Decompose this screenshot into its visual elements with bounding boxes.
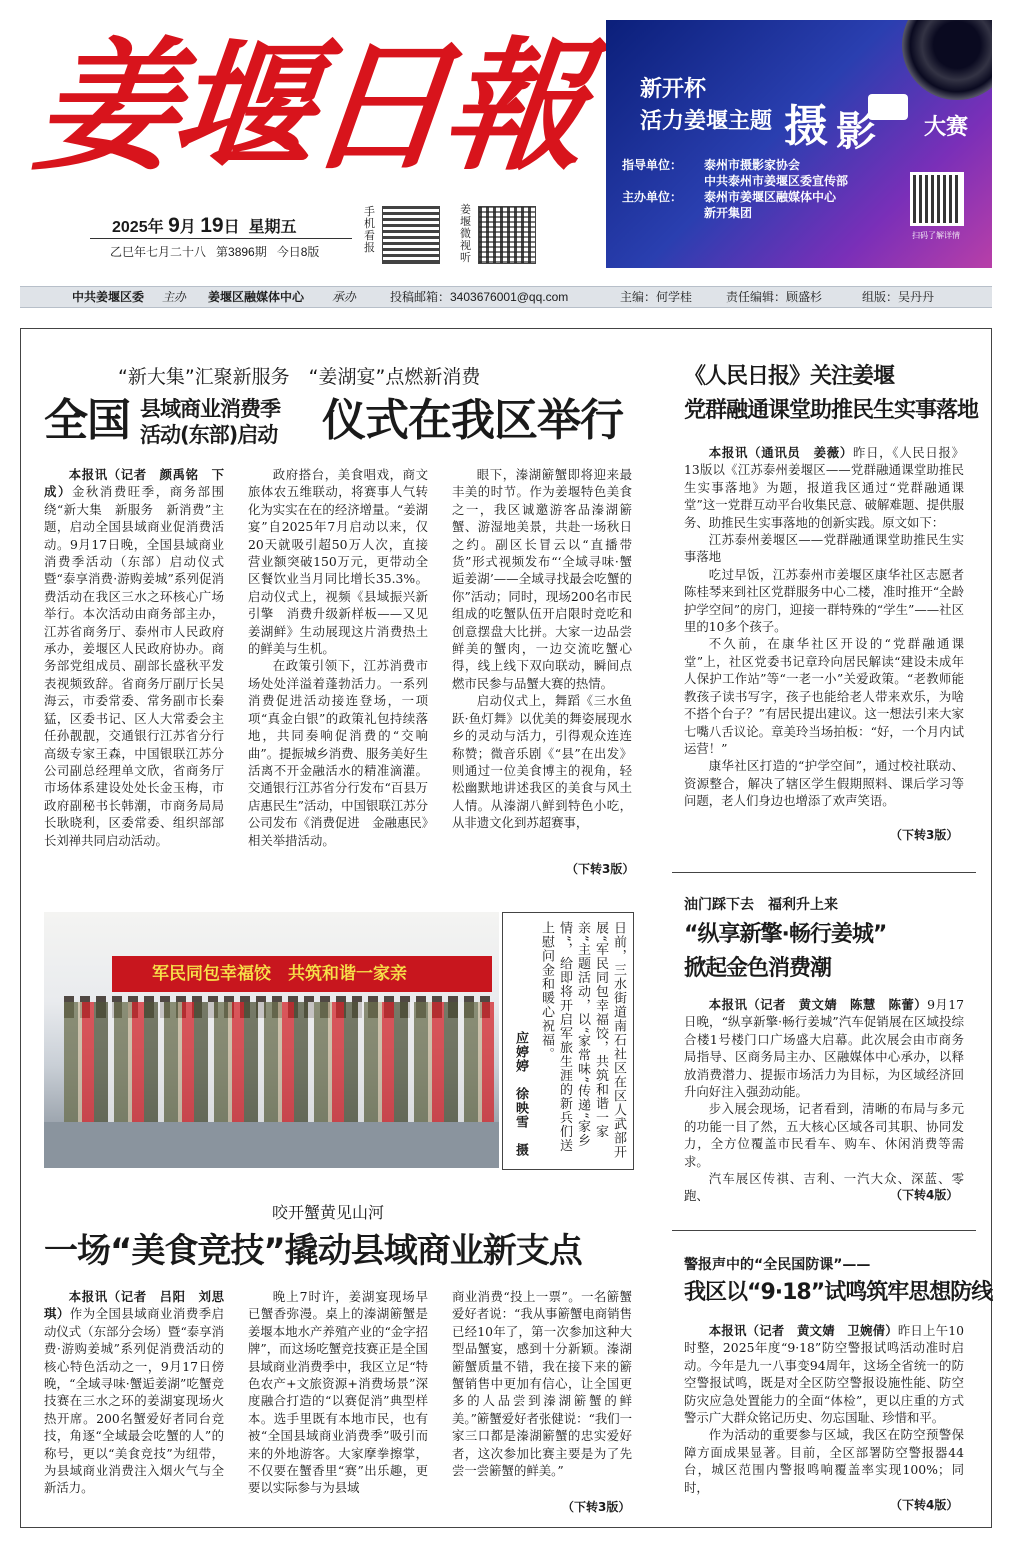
video-qr-label: 姜堰微视听 [460,204,471,264]
right1-continue[interactable]: （下转3版） [890,828,959,842]
issue-meta [110,243,319,260]
date-month-suffix: 月 [179,219,196,236]
photo-banner-text: 军民同包幸福饺 共筑和谐一家亲 [112,956,492,992]
lead-head-mid1: 县域商业消费季 [140,397,280,421]
issue-number: 第3896期 [216,245,267,259]
chief-editor: 主编：何学桂 [620,290,693,304]
issue-date [112,214,297,238]
lunar-date: 乙巳年七月二十八 [110,245,207,259]
sponsor-host: 姜堰区融媒体中心 [208,290,305,304]
banner-qr-label: 扫码了解详情 [912,231,960,240]
masthead-title: 姜堰日報 [27,24,590,190]
right1-byline: 本报讯（通讯员 姜薇） [708,445,853,460]
host-org1: 泰州市姜堰区融媒体中心 [704,190,837,204]
lead-head-right: 仪式在我区举行 [322,395,623,446]
page-count: 今日8版 [276,245,320,259]
right1-head1: 《人民日报》关注姜堰 [684,364,895,389]
crab-col3 [452,1288,632,1498]
date-divider [90,238,352,239]
right3-p1: 昨日上午10时整，2025年度“9·18”防空警报试鸣活动准时启动。今年是九一八事变94周年，这场全省统一的防空警报试鸣，既是对全区防空警报设施性能、防空防灾应急处置能力的全面“体检”，更以庄重的方式警示广大群众铭记历史、勿忘国耻、珍惜和平。 [684,1323,964,1426]
host-label: 主办单位： [622,190,683,204]
host-org2: 新开集团 [704,206,753,220]
lead-continue[interactable]: （下转3版） [566,862,635,876]
crab-continue[interactable]: （下转3版） [562,1500,631,1514]
sponsor-organizer: 中共姜堰区委 [72,290,145,304]
lead-col3 [452,466,632,862]
right2-body [684,996,964,1204]
banner-line2: 活力姜堰主题 [640,108,773,133]
right3-kicker: 警报声中的“全民国防课”—— [684,1257,871,1273]
news-photo [44,912,499,1168]
lead-head-mid2: 活动(东部)启动 [140,423,278,447]
camera-lens-icon [902,20,992,100]
crab-col1 [44,1288,224,1516]
right3-p2: 作为活动的重要参与区域，我区在防空预警保障方面成果显著。目前，全区部署防空警报器44台，城区范围内警报鸣响覆盖率实现100%；同时， [684,1427,964,1495]
mobile-qr-label: 手机看报 [364,206,375,254]
right2-byline: 本报讯（记者 黄文婧 陈慧 陈蕾） [708,997,928,1012]
right2-p2: 步入展会现场，记者看到，清晰的布局与多元的功能一目了然，五大核心区域各司其职、协同发力，全方位覆盖市民看车、购车、休闲消费等需求。 [684,1101,964,1169]
right2-p3: 汽车展区传祺、吉利、一汽大众、深蓝、零跑、 [684,1171,964,1204]
date-day-suffix: 日 [223,219,240,236]
banner-line1: 新开杯 [640,76,707,101]
crab-col1-text: 作为全国县域商业消费季启动仪式（东部分会场）暨“泰享消费·游购姜城”系列促消费活动的核心特色活动之一，9月17日傍晚，“全域寻味·蟹逅姜湖”吃蟹竞技赛在三水之环的姜湖宴现场火热开席。200名蟹爱好者同台竞技，角逐“全域最会吃蟹的人”的称号，更以“美食竞技”为纽带，为县域商业消费注入烟火气与全新活力。 [44,1306,224,1496]
right2-head1: “纵享新擎·畅行姜城” [684,922,887,947]
right1-p5: 康华社区打造的“护学空间”，通过校社联动、资源整合，解决了辖区学生假期照料、课后学习等问题，老人们身边也增添了欢声笑语。 [684,758,964,809]
mobile-qr-code[interactable] [382,206,440,264]
right1-p2: 江苏泰州姜堰区——党群融通课堂助推民生实事落地 [684,532,964,565]
right-divider-2 [672,1230,976,1231]
lead-col1 [44,466,224,884]
video-qr-code[interactable] [478,206,536,264]
lead-col3-para2: 启动仪式上，舞蹈《三水鱼跃·鱼灯舞》以优美的舞姿展现水乡的灵动与活力，引得观众连连称赞；微音乐剧《“县”在出发》则通过一位美食博主的视角，轻松幽默地讲述我区的美食与风土人情。从溱湖八鲜到特色小吃，从非遗文化到苏超赛事， [452,693,632,831]
right2-continue[interactable]: （下转4版） [890,1188,959,1202]
right1-body [684,444,964,842]
photo-crowd [64,1002,494,1132]
banner-big2: 影 [836,110,876,154]
lead-kicker: “新大集”汇聚新服务 “姜湖宴”点燃新消费 [118,366,481,388]
date-weekday: 星期五 [248,219,297,236]
photo-caption: 日前，三水街道南石社区在区人武部开展“军民同包幸福饺，共筑和谐一家亲”主题活动，以“家常味”传递“家乡情”，给即将开启军旅生涯的新兵们送上慰问金和暖心祝福。 [539,921,626,1159]
banner-line3: 大赛 [924,114,969,139]
date-month: 9 [168,214,180,237]
crab-col2 [248,1288,428,1516]
right1-p4: 不久前，在康华社区开设的“党群融通课堂”上，社区党委书记章玲向居民解读“建设未成年人保护工作站”等“一老一小”关爱政策。“老教师能教孩子读书写字，孩子也能给老人带来欢乐，为啥不搭个台子？”有居民提出建议。这一想法引来大家七嘴八舌议论。章美玲当场拍板：“好，一个月内试运营！” [684,636,964,756]
right1-p1: 昨日，《人民日报》13版以《江苏泰州姜堰区——党群融通课堂助推民生实事落地》为题，报道我区通过“党群融通课堂”这一党群互动平台收集民意、破解难题、提供服务、助推民生实事落地的创新实践。原文如下： [684,445,964,530]
crab-col3-text: 商业消费“投上一票”。一名簖蟹爱好者说：“我从事簖蟹电商销售已经10年了，第一次参加这种大型品蟹宴，感到十分新颖。溱湖簖蟹质量不错，我在接下来的簖蟹销售中更加有信心，让全国更多的人品尝到溱湖簖蟹的鲜美。”簖蟹爱好者张健说：“我们一家三口都是溱湖簖蟹的忠实爱好者，这次参加比赛主要是为了先尝一尝簖蟹的鲜美。” [452,1289,632,1479]
crab-headline: 一场“美食竞技”撬动县域商业新支点 [44,1231,582,1271]
photo-contest-banner[interactable] [606,20,992,268]
submission-email[interactable]: 投稿邮箱：3403676001@qq.com [390,290,569,304]
crab-kicker: 咬开蟹黄见山河 [272,1203,385,1222]
responsible-editor: 责任编辑：顾盛杉 [726,290,823,304]
photo-credit: 应婷婷 徐映雪 摄 [513,1031,528,1157]
guide-org1: 泰州市摄影家协会 [704,158,801,172]
layout-editor: 组版：吴丹丹 [862,290,935,304]
lead-col2-para2: 在政策引领下，江苏消费市场处处洋溢着蓬勃活力。一系列消费促进活动接连登场，一项项“真金白银”的政策礼包持续落地，共同奏响促消费的“交响曲”。提振城乡消费、服务美好生活离不开金融活水的精准滴灌。交通银行江苏省分行发布“百县万店惠民生”活动，中国银联江苏分公司发布《消费促进 金融惠民》相关举措活动。 [248,658,428,848]
lead-byline: 本报讯（记者 颜禹铭 下成） [44,467,224,500]
date-day: 19 [200,214,224,237]
lead-col2-para1: 政府搭台，美食唱戏，商文旅体农五维联动，将赛事人气转化为实实在在的经济增量。“姜湖宴”自2025年7月启动以来，仅20天就吸引超50万人次，直接营业额突破150万元，更带动全区餐饮业当月同比增长35.3%。启动仪式上，视频《县域振兴新引擎 消费升级新样板——又见姜湖鲜》生动展现这片消费热土的鲜美与生机。 [248,467,428,657]
right3-continue[interactable]: （下转4版） [890,1498,959,1512]
date-year-suffix: 年 [147,219,164,236]
guide-org2: 中共泰州市姜堰区委宣传部 [704,174,849,188]
lead-col1-text: 金秋消费旺季，商务部围绕“新大集 新服务 新消费”主题，启动全国县域商业促消费活动。9月17日晚，全国县域商业消费季活动（东部）启动仪式暨“泰享消费·游购姜城”系列促消费活动在我区三水之环核心广场举行。本次活动由商务部主办，江苏省商务厅、泰州市人民政府承办，姜堰区人民政府协办。商务部党组成员、副部长盛秋平发表视频致辞。省商务厅副厅长吴海云，市委常委、常务副市长秦猛，区委书记、区人大常委会主任孙靓靓，交通银行江苏省分行高级专家王森，中国银联江苏分公司副总经理单文欣，省商务厅市场体系建设处处长金玉梅，市政府副秘书长韩潮，市商务局局长耿晓利，区委常委、组织部部长刘禅共同启动活动。 [44,484,224,848]
right3-body [684,1322,964,1512]
right3-byline: 本报讯（记者 黄文婧 卫婉倩） [708,1323,898,1338]
info-bar [20,286,992,308]
lead-head-left: 全国 [44,395,130,446]
banner-qr-code[interactable] [910,172,964,226]
guide-label: 指导单位： [622,158,683,172]
right1-p3: 吃过早饭，江苏泰州市姜堰区康华社区志愿者陈桂琴来到社区党群服务中心二楼，准时推开“全龄护学空间”的房门，迎接一群特殊的“学生”——社区里的10多个孩子。 [684,566,964,635]
sponsor-host-role: 承办 [332,290,357,304]
photo-caption-box [502,912,634,1170]
sponsor-organizer-role: 主办 [162,290,187,304]
crab-col2-text: 晚上7时许，姜湖宴现场早已蟹香弥漫。桌上的溱湖簖蟹是姜堰本地水产养殖产业的“金字招牌”，而这场吃蟹竞技赛正是全国县域商业消费季中，我区立足“特色农产+文旅资源+消费场景”深度融合打造的“以赛促消”典型样本。选手里既有本地市民，也有被“全国县域商业消费季”吸引而来的外地游客。大家摩拳擦掌，不仅要在蟹香里“赛”出乐趣，更要以实际参与为县域 [248,1289,428,1496]
right2-kicker: 油门踩下去 福利升上来 [684,897,838,913]
date-year: 2025 [112,219,148,236]
right1-head2: 党群融通课堂助推民生实事落地 [684,398,979,423]
banner-big1: 摄 [784,102,828,151]
lead-col3-para1: 眼下，溱湖簖蟹即将迎来最丰美的时节。作为姜堰特色美食之一，我区诚邀游客品溱湖簖蟹、游湿地美景，共赴一场秋日之约。副区长冒云以“直播带货”形式视频发布“‘全域寻味·蟹逅姜湖’——全域寻找最会吃蟹的你”活动；同时，现场200名市民组成的吃蟹队伍开启限时竞吃和创意摆盘大比拼。大家一边品尝鲜美的蟹肉，一边交流吃蟹心得，线上线下双向联动，瞬间点燃市民参与品蟹大赛的热情。 [452,467,632,691]
photo-floor [44,1122,499,1168]
right-divider-1 [672,872,976,873]
crab-byline: 本报讯（记者 吕阳 刘思琪） [44,1289,224,1322]
right2-p1: 9月17日晚，“纵享新擎·畅行姜城”汽车促销展在区域投综合楼1号楼门口广场盛大启幕。此次展会由市商务局指导、区商务局主办、区融媒体中心承办，以释放消费潜力、提振市场活力为目标，为区域经济回升向好注入强劲动能。 [684,997,964,1100]
lead-col2 [248,466,428,884]
right3-head: 我区以“9·18”试鸣筑牢思想防线 [684,1280,993,1305]
right2-head2: 掀起金色消费潮 [684,956,832,981]
